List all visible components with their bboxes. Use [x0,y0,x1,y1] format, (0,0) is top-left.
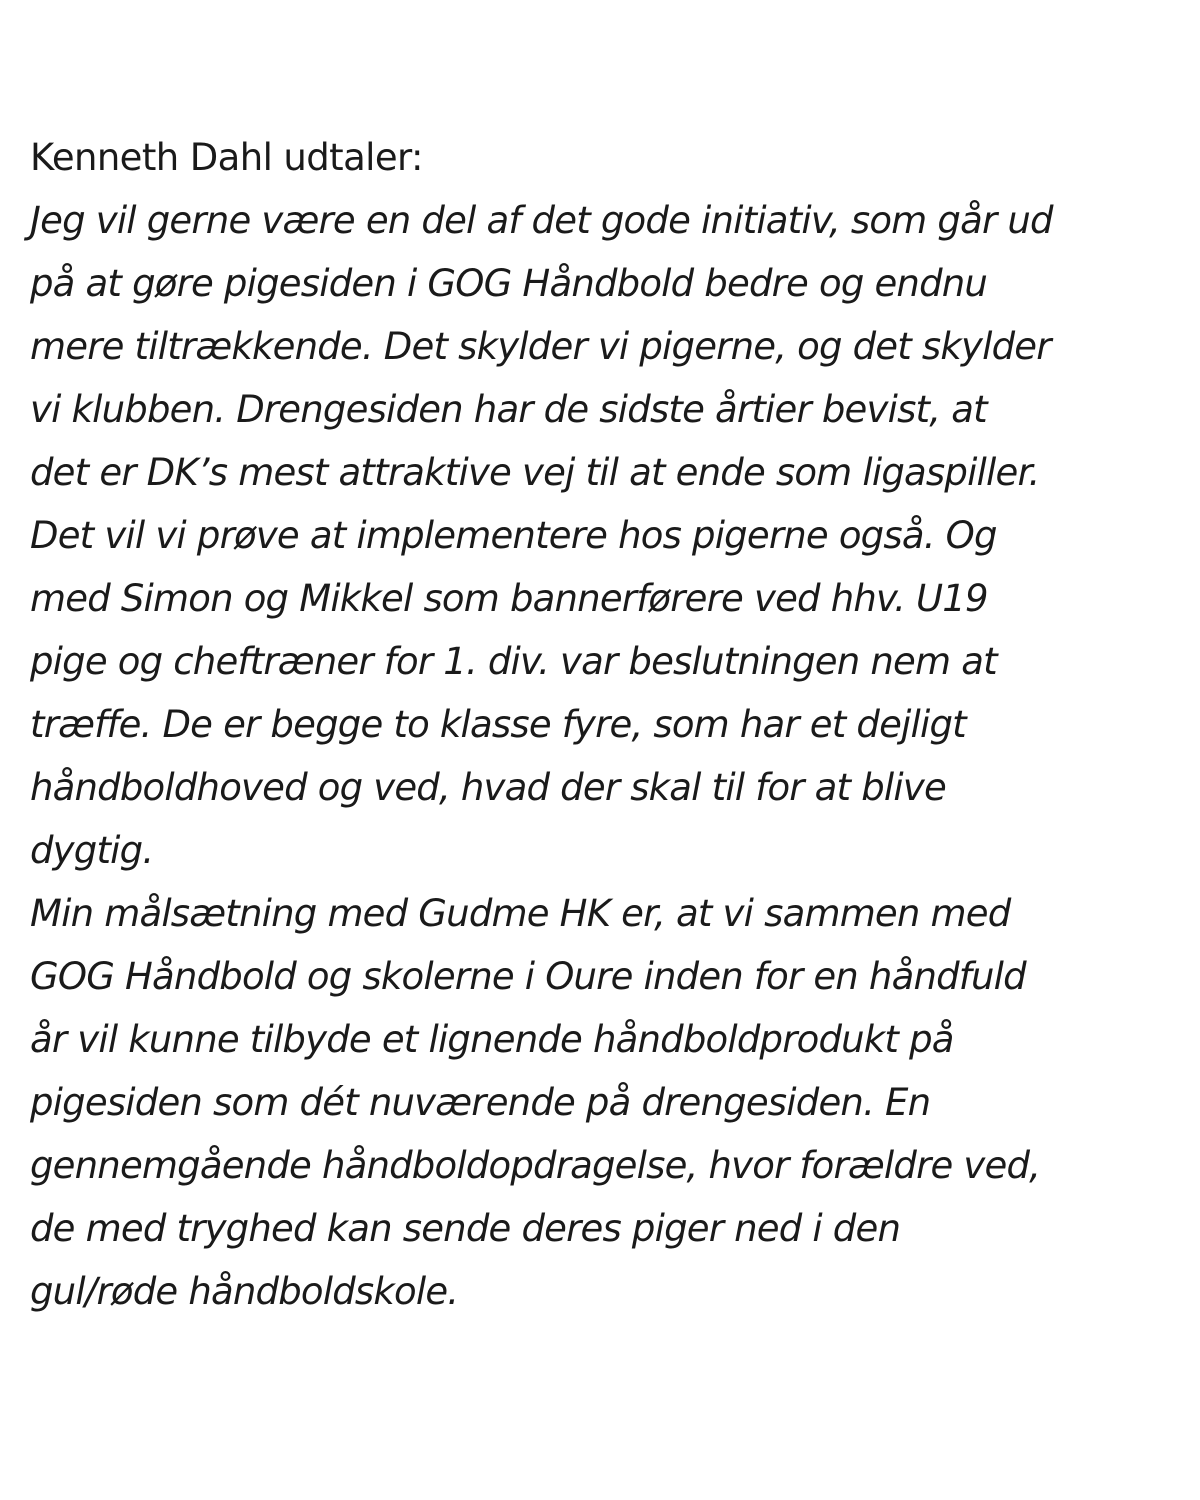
quote-line: Min målsætning med Gudme HK er, at vi sammen med [30,892,1011,935]
quote-line: Det vil vi prøve at implementere hos pigerne også. Og [30,514,997,557]
quote-line: det er DK’s mest attraktive vej til at ende som ligaspiller. [30,451,1040,494]
quote-line: på at gøre pigesiden i GOG Håndbold bedre og endnu [30,262,988,305]
quote-line: vi klubben. Drengesiden har de sidste årtier bevist, at [30,388,987,431]
quote-paragraph-1 [30,189,1180,882]
quote-line: pigesiden som dét nuværende på drengesiden. En [30,1081,931,1124]
quote-line: GOG Håndbold og skolerne i Oure inden for en håndfuld [30,955,1026,998]
quote-line: dygtig. [30,829,154,872]
speaker-line: Kenneth Dahl udtaler: [30,136,423,179]
quote-line: gennemgående håndboldopdragelse, hvor forældre ved, [30,1144,1041,1187]
quote-line: mere tiltrækkende. Det skylder vi pigerne, og det skylder [30,325,1051,368]
quote-paragraph-2 [30,882,1180,1323]
quote-line: gul/røde håndboldskole. [30,1270,459,1313]
quote-line: med Simon og Mikkel som bannerførere ved hhv. U19 [30,577,988,620]
quote-line: Jeg vil gerne være en del af det gode initiativ, som går ud [30,199,1053,242]
article-text [30,126,1180,1323]
quote-line: år vil kunne tilbyde et lignende håndboldprodukt på [30,1018,954,1061]
quote-line: håndboldhoved og ved, hvad der skal til for at blive [30,766,946,809]
quote-line: træffe. De er begge to klasse fyre, som har et dejligt [30,703,966,746]
quote-line: de med tryghed kan sende deres piger ned i den [30,1207,901,1250]
quote-line: pige og cheftræner for 1. div. var beslutningen nem at [30,640,997,683]
